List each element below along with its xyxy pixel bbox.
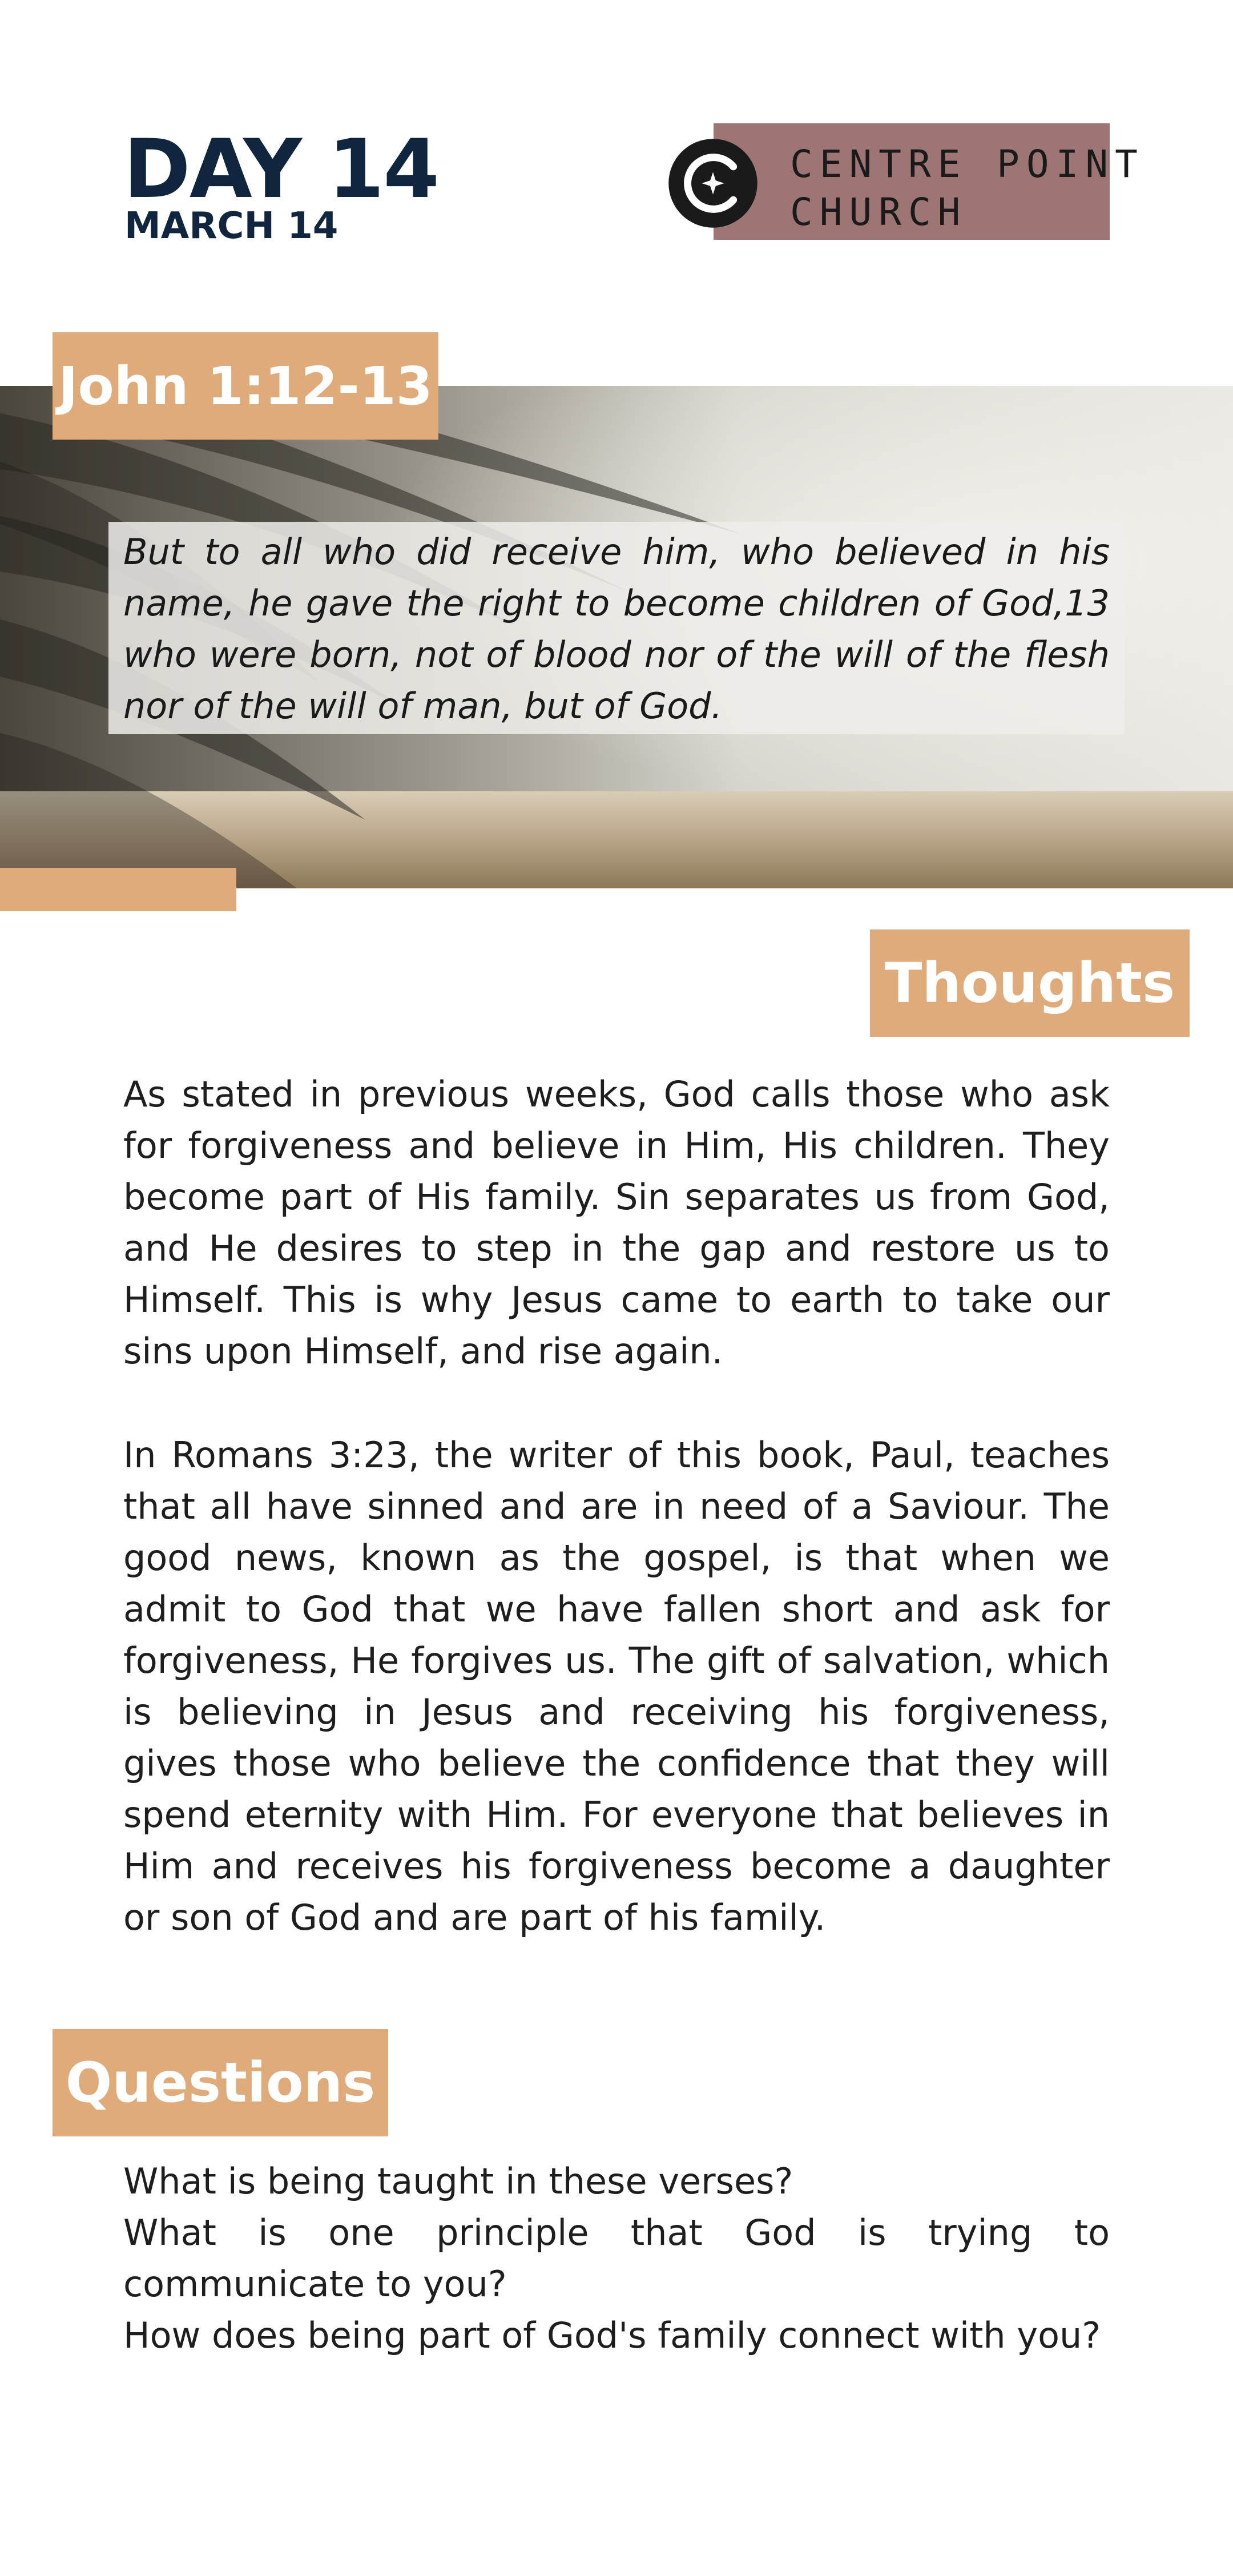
- day-title: DAY 14: [123, 122, 439, 216]
- church-logo: [667, 123, 1145, 240]
- questions-list: [123, 2156, 1110, 2361]
- question-item-1: What is being taught in these verses?: [123, 2160, 793, 2202]
- questions-heading: Questions: [53, 2029, 388, 2136]
- logo-line-1: CENTRE POINT: [790, 142, 1145, 186]
- logo-line-2: CHURCH: [790, 190, 968, 234]
- verse-text: But to all who did receive him, who believed in his name, he gave the right to become children of God,13 who were born, not of blood nor of the will of the flesh nor of the will of man, but of God.: [123, 531, 1110, 727]
- accent-strip: [0, 868, 236, 911]
- thoughts-paragraph-2: In Romans 3:23, the writer of this book, Paul, teaches that all have sinned and are in need of a Saviour. The good news, known as the gospel, is that when we admit to God that we have fallen short and ask for forgiveness, He forgives us. The gift of salvation, which is believing in Jesus and receiving his forgiveness, gives those who believe the confidence that they will spend eternity with Him. For everyone that believes in Him and receives his forgiveness become a daughter or son of God and are part of his family.: [123, 1434, 1110, 1938]
- verse-box: [108, 522, 1125, 734]
- thoughts-paragraph-1: As stated in previous weeks, God calls those who ask for forgiveness and believe in Him, His children. They become part of His family. Sin separates us from God, and He desires to step in the gap and restore us to Himself. This is why Jesus came to earth to take our sins upon Himself, and rise again.: [123, 1073, 1110, 1372]
- logo-text: [790, 140, 1145, 236]
- date-subtitle: MARCH 14: [124, 205, 339, 247]
- scripture-reference: John 1:12-13: [53, 332, 438, 440]
- question-item-3: How does being part of God's family connect with you?: [123, 2315, 1101, 2356]
- thoughts-heading: Thoughts: [870, 929, 1190, 1037]
- centre-point-logo-icon: [667, 137, 759, 230]
- question-item-2: What is one principle that God is trying to communicate to you?: [123, 2212, 1110, 2305]
